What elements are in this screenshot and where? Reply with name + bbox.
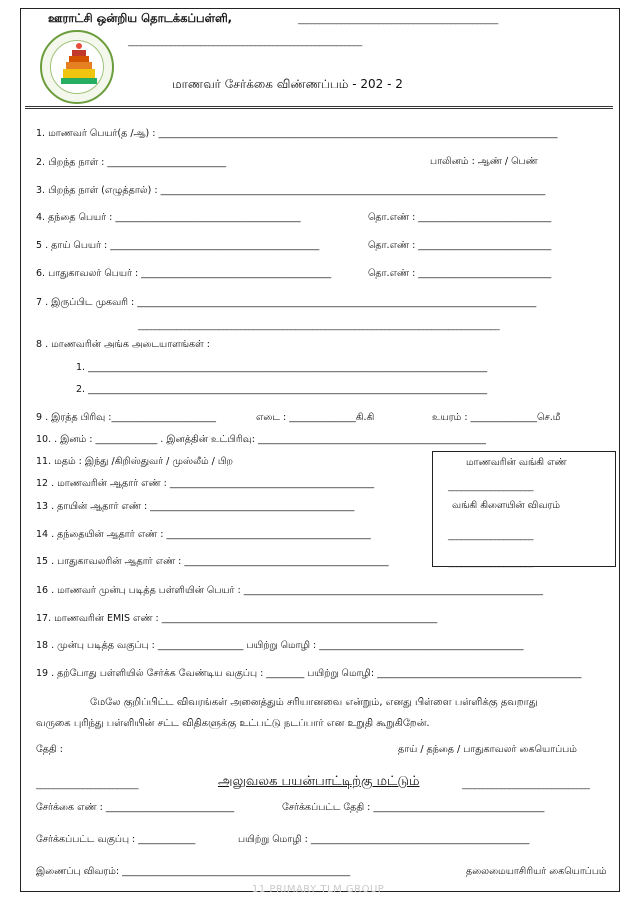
parent-signature-label: தாய் / தந்தை / பாதுகாவலர் கையொப்பம் <box>398 744 577 755</box>
admitted-class-field[interactable]: சேர்க்கப்பட்ட வகுப்பு : ____________ <box>36 834 196 845</box>
header-divider <box>25 106 613 109</box>
admission-class-field[interactable]: 19 . தற்போது பள்ளியில் சேர்க்க வேண்டிய வகுப்பு : ________ பயிற்று மொழி: ___________________________________________ <box>36 668 582 679</box>
bank-branch-label: வங்கி கிளையின் விவரம் <box>452 500 560 511</box>
weight-field[interactable]: எடை : ______________கி.கி <box>256 412 375 423</box>
admission-date-field[interactable]: சேர்க்கப்பட்ட தேதி : ____________________________________ <box>282 802 545 813</box>
birth-date-words-field[interactable]: 3. பிறந்த நாள் (எழுத்தால்) : _________________________________________________________________________________ <box>36 185 546 196</box>
mother-aadhaar-field[interactable]: 13 . தாயின் ஆதார் எண் : ___________________________________________ <box>36 501 355 512</box>
date-label: தேதி : <box>36 744 63 755</box>
bank-branch-blank-2[interactable]: ____________________ <box>448 557 533 568</box>
address-field-line2[interactable]: _____________________________________________________________________________________ <box>138 320 500 331</box>
school-name-blank-2[interactable]: _______________________________________________________ <box>128 36 362 47</box>
form-title: மாணவர் சேர்க்கை விண்ணப்பம் - 202 - 2 <box>172 77 403 91</box>
form-page-border <box>20 8 620 892</box>
identification-mark-2[interactable]: 2. ____________________________________________________________________________________ <box>76 384 488 395</box>
emis-number-field[interactable]: 17. மாணவரின் EMIS எண் : __________________________________________________________ <box>36 613 438 624</box>
father-name-field[interactable]: 4. தந்தை பெயர் : _______________________________________ <box>36 212 301 223</box>
father-aadhaar-field[interactable]: 14 . தந்தையின் ஆதார் எண் : ___________________________________________ <box>36 529 371 540</box>
previous-school-field[interactable]: 16 . மாணவர் முன்பு படித்த பள்ளியின் பெயர் : _______________________________________________________________ <box>36 585 543 596</box>
religion-field[interactable]: 11. மதம் : இந்து /கிறிஸ்துவர் / முஸ்லீம் / பிற <box>36 456 233 467</box>
office-medium-field[interactable]: பயிற்று மொழி : ______________________________________________ <box>238 834 530 845</box>
height-field[interactable]: உயரம் : ______________செ.மீ <box>432 412 561 423</box>
mother-phone-field[interactable]: தொ.எண் : ____________________________ <box>368 240 552 251</box>
declaration-line-1: மேலே குறிப்பிட்ட விவரங்கள் அனைத்தும் சரியானவை என்றும், எனது பிள்ளை பள்ளிக்கு தவறாது <box>90 697 538 708</box>
blood-group-field[interactable]: 9 . இரத்த பிரிவு :______________________ <box>36 412 216 423</box>
office-title-line-left: ________________________ <box>36 779 138 790</box>
gender-field[interactable]: பாலினம் : ஆண் / பெண் <box>430 156 538 167</box>
address-field[interactable]: 7 . இருப்பிட முகவரி : ____________________________________________________________________________________ <box>36 297 537 308</box>
school-name-label: ஊராட்சி ஒன்றிய தொடக்கப்பள்ளி, <box>48 11 233 25</box>
tamil-nadu-emblem-icon <box>40 30 114 104</box>
declaration-line-2: வருகை புரிந்து பள்ளியின் சட்ட விதிகளுக்கு உட்பட்டு நடப்பார் என உறுதி கூறுகிறேன். <box>36 718 430 729</box>
admission-number-field[interactable]: சேர்க்கை எண் : ___________________________ <box>36 802 235 813</box>
footer-watermark: 11 PRIMARY TLM GROUP <box>252 884 385 895</box>
student-name-field[interactable]: 1. மாணவர் பெயர்(த /ஆ) : ____________________________________________________________________________________ <box>36 128 558 139</box>
identification-marks-label: 8 . மாணவரின் அங்க அடையாளங்கள் : <box>36 339 210 350</box>
birth-date-field[interactable]: 2. பிறந்த நாள் : _________________________ <box>36 157 227 168</box>
community-field[interactable]: 10. . இனம் : _____________ . இனத்தின் உட்பிரிவு: ________________________________________________ <box>36 434 486 445</box>
guardian-phone-field[interactable]: தொ.எண் : ____________________________ <box>368 268 552 279</box>
attachments-field[interactable]: இணைப்பு விவரம்: ________________________________________________ <box>36 866 351 877</box>
bank-account-blank[interactable]: ____________________ <box>448 481 533 492</box>
guardian-aadhaar-field[interactable]: 15 . பாதுகாவலரின் ஆதார் எண் : ___________________________________________ <box>36 556 389 567</box>
bank-branch-blank-1[interactable]: ____________________ <box>448 530 533 541</box>
office-use-title: அலுவலக பயன்பாட்டிற்கு மட்டும் <box>218 774 420 789</box>
guardian-name-field[interactable]: 6. பாதுகாவலர் பெயர் : ________________________________________ <box>36 268 332 279</box>
identification-mark-1[interactable]: 1. ____________________________________________________________________________________ <box>76 362 488 373</box>
office-title-line-right: ______________________________ <box>462 779 590 790</box>
bank-account-label: மாணவரின் வங்கி எண் <box>466 457 567 468</box>
student-aadhaar-field[interactable]: 12 . மாணவரின் ஆதார் எண் : ___________________________________________ <box>36 478 375 489</box>
father-phone-field[interactable]: தொ.எண் : ____________________________ <box>368 212 552 223</box>
mother-name-field[interactable]: 5 . தாய் பெயர் : ____________________________________________ <box>36 240 320 251</box>
previous-class-field[interactable]: 18 . முன்பு படித்த வகுப்பு : __________________ பயிற்று மொழி : ___________________________________________ <box>36 640 524 651</box>
headmaster-signature-label: தலைமையாசிரியர் கையொப்பம் <box>466 866 607 877</box>
school-name-blank[interactable]: _______________________________________________ <box>298 14 498 25</box>
